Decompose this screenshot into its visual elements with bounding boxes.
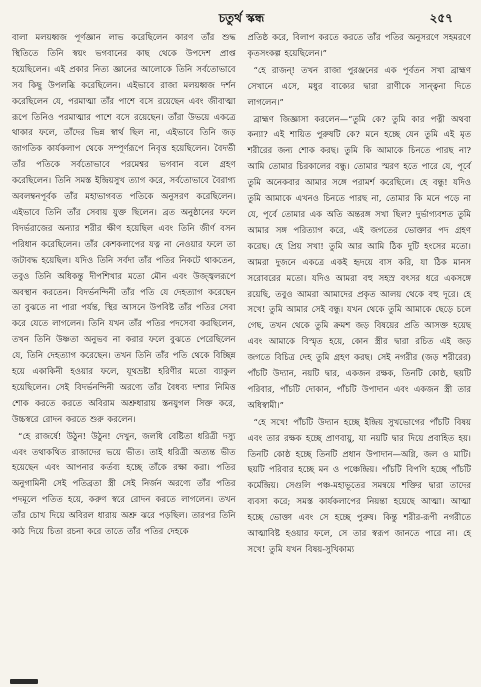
page-number: ২৫৭ <box>429 11 453 25</box>
footer-ink-mark <box>10 679 38 684</box>
left-column <box>12 30 236 680</box>
right-column <box>248 30 472 680</box>
text-columns <box>12 30 471 680</box>
paragraph: ব্রাহ্মণ জিজ্ঞাসা করলেন—“তুমি কে? তুমি কার পত্নী অথবা কন্যা? এই শায়িত পুরুষটি কে? মনে হচ্ছে যেন তুমি এই মৃত শরীরের জন্য শোক করছ। তুমি কি আমাকে চিনতে পারছ না? আমি তোমার চিরকালের বন্ধু। তোমার স্মরণ হতে পারে যে, পূর্বে তুমি অনেকবার আমার সঙ্গে পরামর্শ করেছিলে। হে বন্ধু! যদিও তুমি আমাকে এখনও চিনতে পারছ না, তোমার কি মনে পড়ে না যে, পূর্বে তোমার এক অতি অন্তরঙ্গ সখা ছিল? দুর্ভাগ্যবশত তুমি আমার সঙ্গ পরিত্যাগ করে, এই জগতের ভোক্তার পদ গ্রহণ করেছ। হে প্রিয় সখা! তুমি আর আমি ঠিক দুটি হংসের মতো। আমরা দুজনে একত্রে একই হৃদয়ে বাস করি, যা ঠিক মানস সরোবরের মতো। যদিও আমরা বহু সহস্র বৎসর ধরে একসঙ্গে রয়েছি, তবুও আমরা আমাদের প্রকৃত আলয় থেকে বহু দূরে। হে সখে! তুমি আমার সেই বন্ধু। যখন থেকে তুমি আমাকে ছেড়ে চলে গেছ, তখন থেকে তুমি ক্রমশ জড় বিষয়ের প্রতি আসক্ত হয়েছ এবং আমাকে বিস্মৃত হয়ে, কোন স্ত্রীর দ্বারা রচিত এই জড় জগতে বিচিত্র দেহ তুমি গ্রহণ করছ। সেই নগরীর (জড় শরীরের) পাঁচটি উদ্যান, নয়টি দ্বার, একজন রক্ষক, তিনটি কোষ্ঠ, ছয়টি পরিবার, পাঁচটি দোকান, পাঁচটি উপাদান এবং একজন স্ত্রী তার অধিস্বামী।” <box>247 113 471 410</box>
paragraph: প্রতিষ্ঠ করে, বিলাপ করতে করতে তাঁর পতির অনুসরণে সহমরণে কৃতসংকল্প হয়েছিলেন।” <box>247 32 471 58</box>
paragraph: “হে রাজর্ষে! উঠুন! উঠুন! দেখুন, জলধি বেষ্টিতা ধরিত্রী দস্যু এবং তথাকথিত রাজাদের ভয়ে ভীত। তাই ধরিত্রী অত্যন্ত ভীত হয়েছেন এবং আপনার কর্তব্য হচ্ছে তাঁকে রক্ষা করা। পতির অনুগামিনী সেই পতিব্রতা স্ত্রী সেই নির্জন অরণ্যে তাঁর পতির পদমূলে পতিত হয়ে, করুণ স্বরে রোদন করতে লাগলেন। তখন তাঁর চোখ দিয়ে অবিরল ধারায় অশ্রু ঝরে পড়ছিল। তারপর তিনি কাঠ দিয়ে চিতা রচনা করে তাতে তাঁর পতির দেহকে <box>12 430 236 537</box>
paragraph: “হে রাজন্! তখন রাজা পুরঞ্জনের এক পূর্বতন সখা ব্রাহ্মণ সেখানে এসে, মধুর বাক্যের দ্বারা রাণীকে সান্ত্বনা দিতে লাগলেন।” <box>247 64 471 107</box>
page-header <box>12 8 471 30</box>
running-title: চতুর্থ স্কন্ধ <box>218 11 265 25</box>
paragraph: বালা মলয়ধ্বজ পূর্ণজ্ঞান লাভ করেছিলেন কারণ তাঁর শুদ্ধ স্থিতিতে তিনি স্বয়ং ভগবানের কাছ থেকে উপদেশ প্রাপ্ত হয়েছিলেন। এই প্রকার নিত্য জ্ঞানের আলোকে তিনি সর্বতোভাবে সব কিছু উপলব্ধি করেছিলেন। এইভাবে রাজা মলয়ধ্বজ দর্শন করেছিলেন যে, পরমাত্মা তাঁর পাশে বসে রয়েছেন এবং জীবাত্মা রূপে তিনিও পরমাত্মার পাশে বসে রয়েছেন। তাঁরা উভয়ে একত্রে থাকার ফলে, তাঁদের ভিন্ন স্বার্থ ছিল না, এইভাবে তিনি জড় জাগতিক কার্যকলাপ থেকে সম্পূর্ণরূপে নিবৃত্ত হয়েছিলেন। বৈদর্ভী তাঁর পতিকে সর্বতোভাবে পরমেশ্বর ভগবান বলে গ্রহণ করেছিলেন। তিনি সমস্ত ইন্দ্রিয়সুখ ত্যাগ করে, সর্বতোভাবে বৈরাগ্য অবলম্বনপূর্বক তাঁর মহাভাগবত পতিকে অনুসরণ করেছিলেন। এইভাবে তিনি তাঁর সেবায় যুক্ত ছিলেন। ব্রত অনুষ্ঠানের ফলে বিদর্ভরাজের অন্যার শরীর ক্ষীণ হয়েছিল এবং তিনি জীর্ণ বসন পরিধান করেছিলেন। তাঁর কেশকলাপের যত্ন না নেওয়ার ফলে তা জটাবদ্ধ হয়েছিল। যদিও তিনি সর্বদা তাঁর পতির নিকটে থাকতেন, তবুও তিনি অধিকন্তু দীপশিখার মতো মৌন এবং উজ্জ্বলরূপে অবস্থান করতেন। বিদর্ভনন্দিনী তাঁর পতি যে দেহত্যাগ করেছেন তা বুঝতে না পারা পর্যন্ত, স্থির আসনে উপবিষ্ট তাঁর পতির সেবা করে যেতে লাগলেন। তিনি যখন তাঁর পতির পদসেবা করছিলেন, তখন তিনি উষ্ণতা অনুভব না করার ফলে বুঝতে পেরেছিলেন যে, তিনি দেহত্যাগ করেছেন। তখন তিনি তাঁর পতি থেকে বিচ্ছিন্ন হয়ে একাকিনী হওয়ার ফলে, যূথভ্রষ্টা হরিণীর মতো ব্যাকুল হয়েছিলেন। সেই বিদর্ভনন্দিনী অরণ্যে তাঁর বৈধব্য দশার নিমিত্ত শোক করতে করতে অবিরাম অশ্রুধারায় স্তনযুগল সিক্ত করে, উচ্চস্বরে রোদন করতে শুরু করলেন। <box>12 32 236 424</box>
paragraph: “হে সখে! পাঁচটি উদ্যান হচ্ছে ইন্দ্রিয় সুখভোগের পাঁচটি বিষয় এবং তার রক্ষক হচ্ছে প্রাণবায়ু, যা নয়টি দ্বার দিয়ে প্রবাহিত হয়। তিনটি কোষ্ঠ হচ্ছে তিনটি প্রধান উপাদান—অগ্নি, জল ও মাটি। ছয়টি পরিবার হচ্ছে মন ও পঞ্চেন্দ্রিয়। পাঁচটি বিপণি হচ্ছে পাঁচটি কর্মেন্দ্রিয়। সেগুলি পঞ্চ-মহাভূতের সমন্বয়ে শক্তির দ্বারা তাদের ব্যবসা করে; সমস্ত কার্যকলাপের নিয়ন্তা হয়েছে আত্মা। আত্মা হচ্ছে ভোক্তা এবং সে হচ্ছে পুরুষ। কিন্তু শরীর-রূপী নগরীতে আত্মাবিষ্ট হওয়ার ফলে, সে তার স্বরূপ জানতে পারে না। হে সখে! তুমি যখন বিষয়-সুখিকাম্য <box>247 416 471 554</box>
